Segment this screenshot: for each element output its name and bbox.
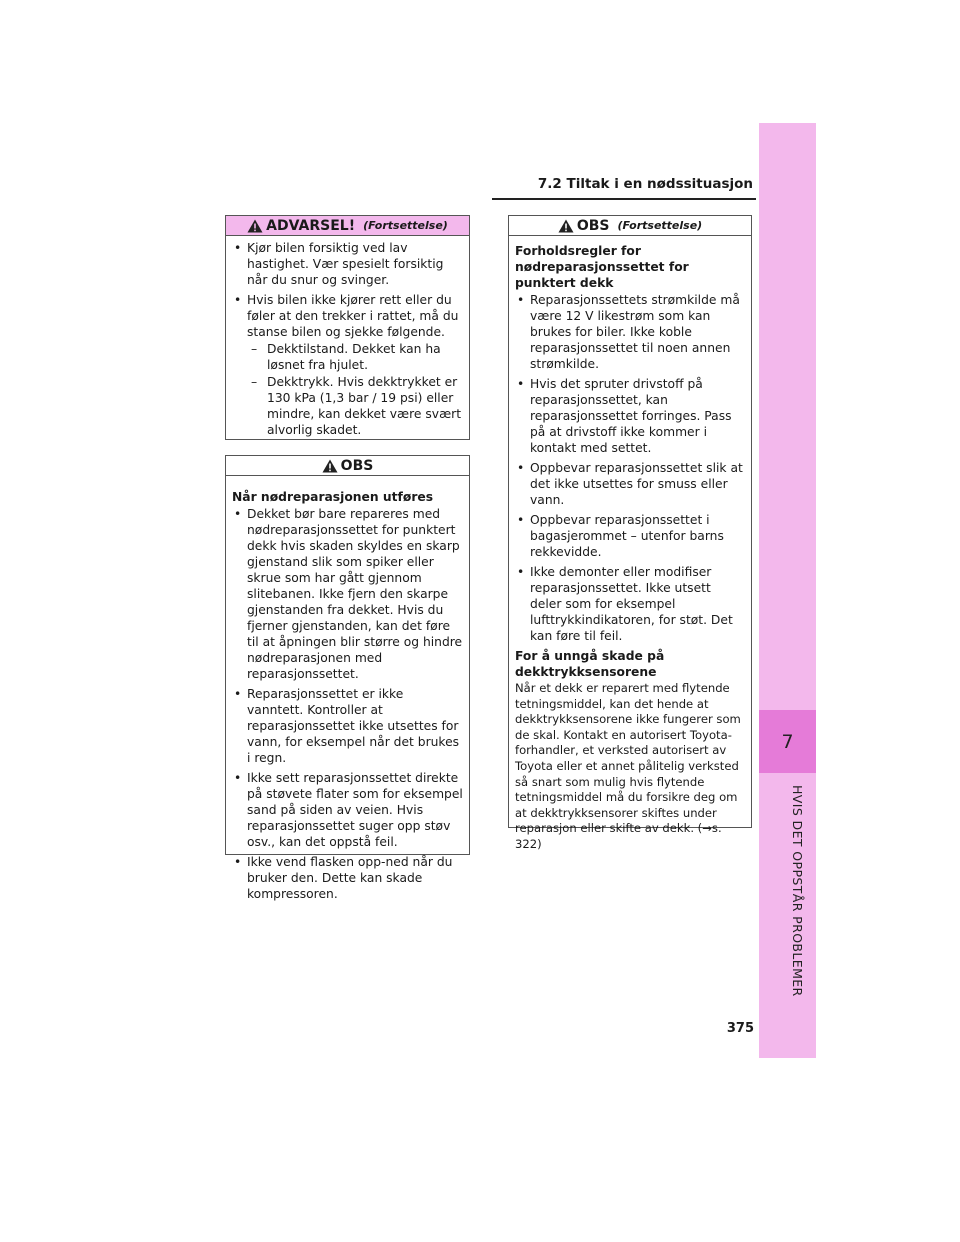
sub-item: – Dekktilstand. Dekket kan ha løsnet fra hjulet. [251,342,441,372]
list-item: • Ikke vend flasken opp-ned når du bruker den. Dette kan skade kompressoren. [234,855,453,901]
caution-title: OBS [340,457,374,474]
list-item: • Reparasjonssettet er ikke vanntett. Kontroller at reparasjonssettet ikke utsettes for vann, for eksempel når det brukes i regn. [234,687,460,765]
caution-box-left [225,455,470,901]
caution-title: OBS [576,217,610,234]
sub-item: – Dekktrykk. Hvis dekktrykket er 130 kPa (1,3 bar / 19 psi) eller mindre, kan dekket være svært alvorlig skadet. [251,375,462,437]
warning-triangle-icon [247,219,263,233]
list-item: • Ikke demonter eller modifiser reparasjonssettet. Ikke utsett deler som for eksempel lufttrykkindikatoren, for støt. Det kan føre til feil. [517,565,733,643]
list-item: • Dekket bør bare repareres med nødreparasjonssettet for punktert dekk hvis skaden skyldes en skarp gjenstand slik som spiker eller skrue som har gått gjennom slitebanen. Ikke fjern den skarpe gjenstanden fra dekket. Hvis du fjerner gjenstanden, kan det føre til at åpningen blir større og hindre nødreparasjonen med reparasjonssettet. [234,507,463,681]
caution-heading: Forholdsregler for nødreparasjonssettet for punktert dekk [515,244,689,290]
warning-title: ADVARSEL! [266,217,356,234]
list-item: • Oppbevar reparasjonssettet slik at det ikke utsettes for smuss eller vann. [517,461,743,507]
caution-heading: For å unngå skade på dekktrykksensorene [515,649,665,679]
caution-box-header [509,216,751,236]
list-item: • Hvis bilen ikke kjører rett eller du føler at den trekker i rattet, må du stanse bilen og sjekke følgende. – Dekktilstand. Dekket kan ha løsnet fra hjulet. – Dekktrykk. Hvis dekktrykket er 130 kPa (1,3 bar / 19 psi) eller mindre, kan dekket være svært alvorlig skadet. [234,293,462,437]
caution-continued: (Fortsettelse) [617,218,703,232]
caution-heading: Når nødreparasjonen utføres [232,490,434,504]
page-number: 375 [726,1021,754,1036]
list-item: • Ikke sett reparasjonssettet direkte på støvete flater som for eksempel sand på siden av veien. Hvis reparasjonssettet suger opp støv osv., kan det oppstå feil. [234,771,463,849]
warning-box [225,215,470,440]
list-item: • Oppbevar reparasjonssettet i bagasjerommet – utenfor barns rekkevidde. [517,513,724,559]
caution-triangle-icon [322,459,338,473]
list-item: • Kjør bilen forsiktig ved lav hastighet. Vær spesielt forsiktig når du snur og svinger. [234,241,444,287]
chapter-title: HVIS DET OPPSTÅR PROBLEMER [790,785,805,997]
caution-paragraph: Når et dekk er reparert med flytende tetningsmiddel, kan det hende at dekktrykksensorene ikke fungerer som de skal. Kontakt en autorisert Toyota-forhandler, et verksted autorisert av Toyota eller et annet pålitelig verksted så snart som mulig hvis flytende tetningsmiddel må du forsikre deg om at dekktrykksensorer skiftes under reparasjon eller skifte av dekk. (→s. 322) [515,681,741,851]
section-header: 7.2 Tiltak i en nødssituasjon [537,176,753,192]
warning-continued: (Fortsettelse) [363,218,448,232]
list-item: • Reparasjonssettets strømkilde må være 12 V likestrøm som kan brukes for biler. Ikke koble reparasjonssettet til noen annen strømkilde. [517,293,740,371]
chapter-number: 7 [759,710,816,773]
caution-triangle-icon [558,219,574,233]
caution-box-right [508,215,752,851]
warning-box-header [226,216,469,236]
caution-box-header [226,456,469,476]
list-item: • Hvis det spruter drivstoff på reparasjonssettet, kan reparasjonssettet forringes. Pass på at drivstoff ikke kommer i kontakt med settet. [517,377,732,455]
header-rule [492,198,756,200]
